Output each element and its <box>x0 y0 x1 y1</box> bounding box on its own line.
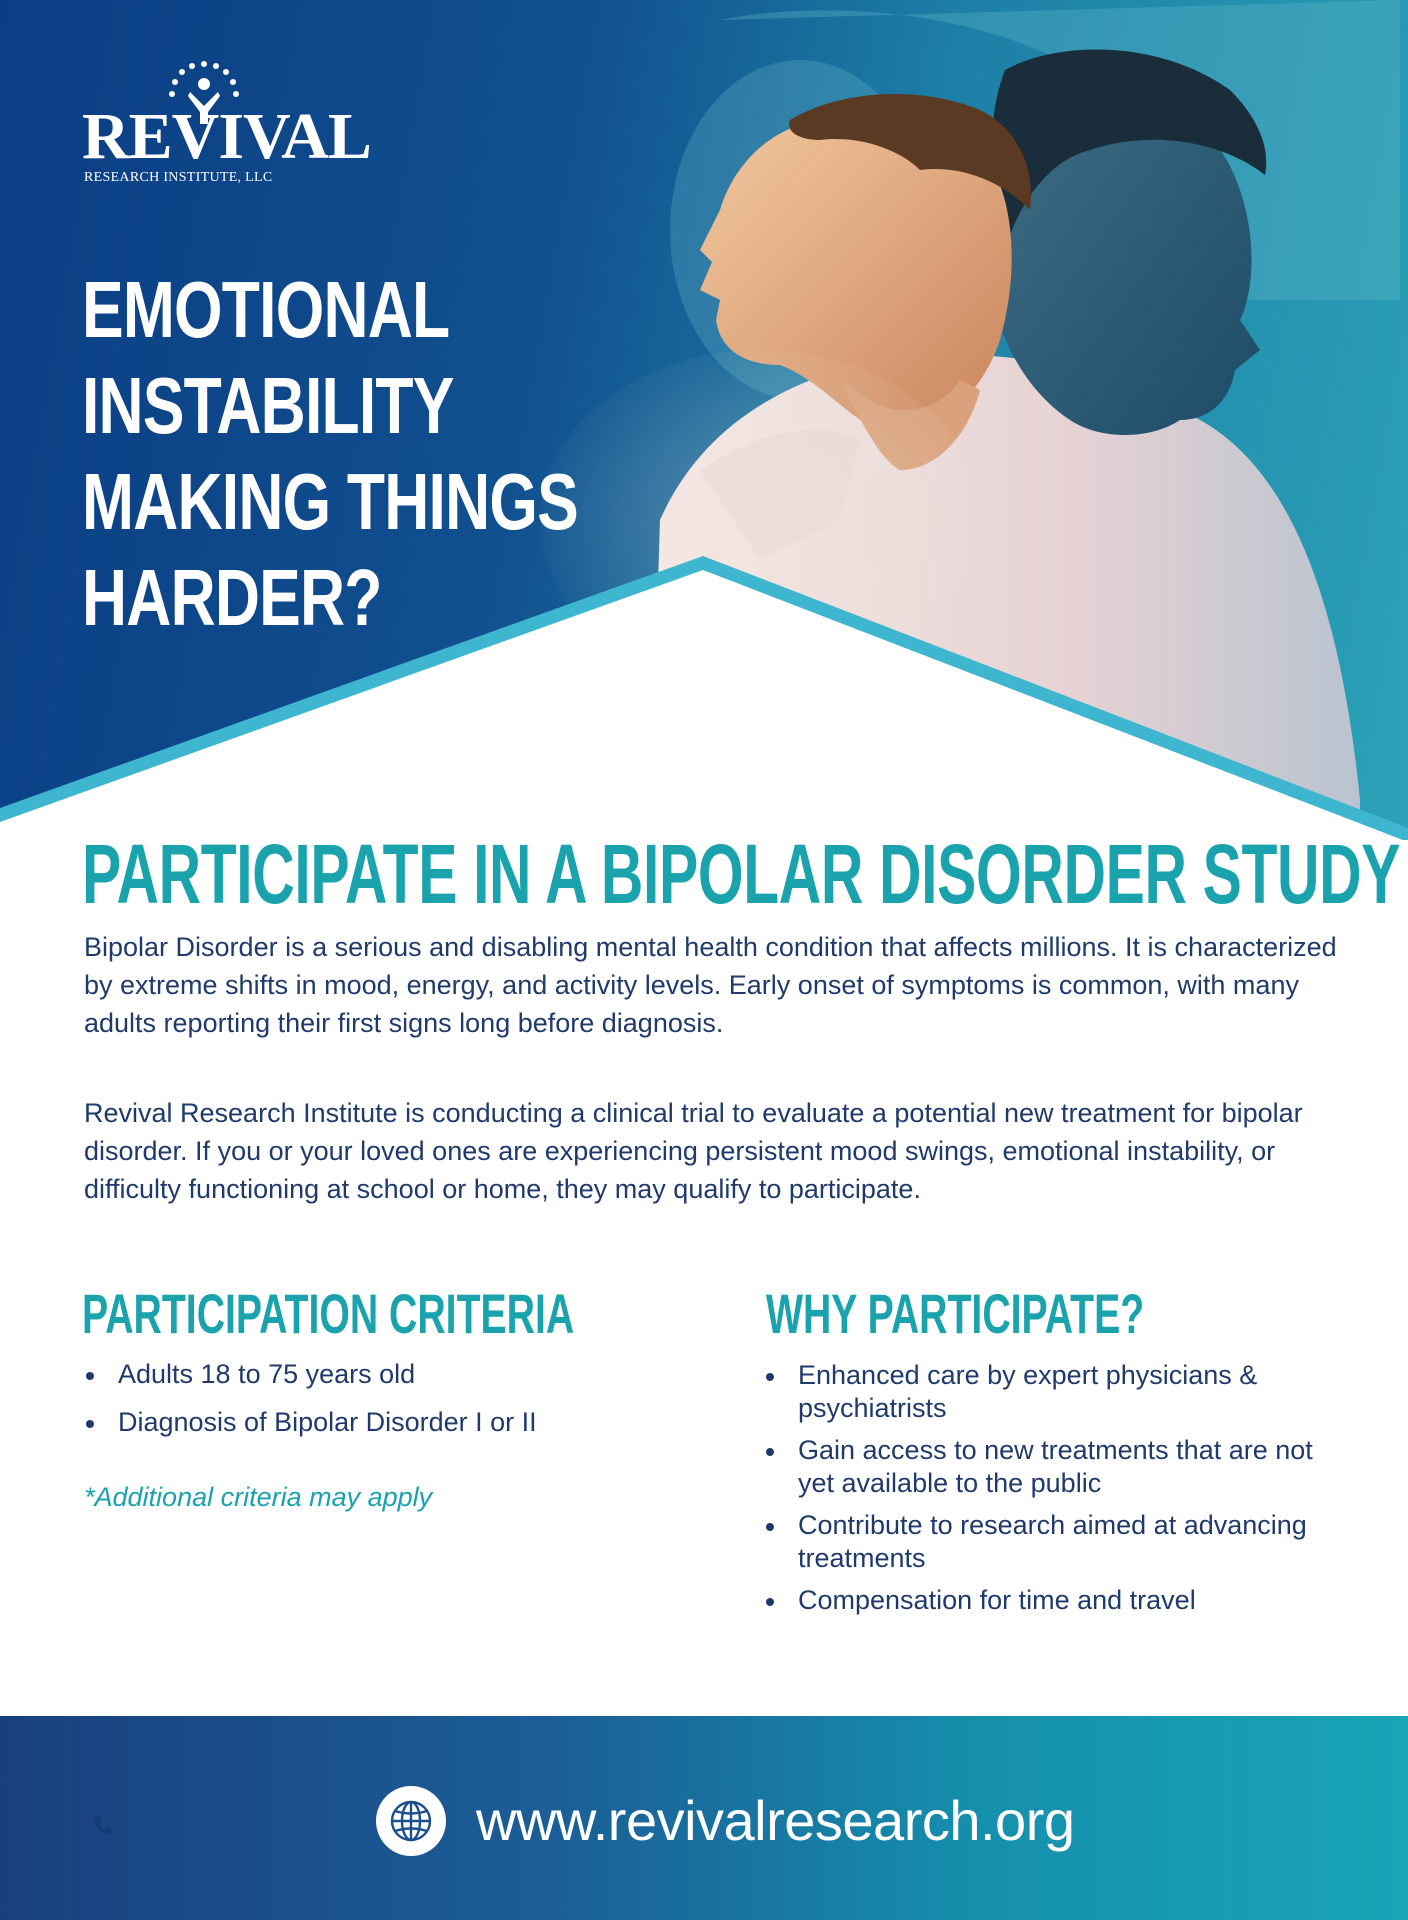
list-item: Compensation for time and travel <box>764 1584 1344 1617</box>
intro-paragraph: Bipolar Disorder is a serious and disabling mental health condition that affects millions. It is characterized by extreme shifts in mood, energy, and activity levels. Early onset of symptoms is common, with many adults reporting their first signs long before diagnosis. <box>84 932 1337 1038</box>
globe-icon <box>376 1786 446 1856</box>
list-item: Adults 18 to 75 years old <box>84 1358 644 1391</box>
study-title: PARTICIPATE IN A BIPOLAR DISORDER STUDY <box>82 827 1401 921</box>
criteria-note: *Additional criteria may apply <box>84 1482 433 1512</box>
headline-line: MAKING THINGS <box>82 457 578 546</box>
headline-line: EMOTIONAL <box>82 265 450 354</box>
criteria-heading: PARTICIPATION CRITERIA <box>82 1282 575 1345</box>
criteria-list <box>84 1358 644 1454</box>
website-link[interactable]: www.revivalresearch.org <box>476 1789 1075 1852</box>
list-item: Diagnosis of Bipolar Disorder I or II <box>84 1406 644 1439</box>
hero-headline <box>82 262 578 646</box>
list-item: Gain access to new treatments that are not yet available to the public <box>764 1434 1344 1500</box>
headline-line: HARDER? <box>82 553 382 642</box>
footer-bar <box>0 1716 1408 1920</box>
headline-line: INSTABILITY <box>82 361 454 450</box>
why-heading: WHY PARTICIPATE? <box>766 1282 1145 1345</box>
hero-banner <box>0 0 1408 840</box>
why-list <box>764 1359 1344 1626</box>
phone-icon <box>92 1814 114 1836</box>
trial-paragraph: Revival Research Institute is conducting a clinical trial to evaluate a potential new treatment for bipolar disorder. If you or your loved ones are experiencing persistent mood swings, emotional instability, or difficulty functioning at school or home, they may qualify to participate. <box>84 1098 1303 1204</box>
logo-wordmark: REVIVAL <box>82 100 371 173</box>
revival-logo <box>82 58 371 188</box>
list-item: Contribute to research aimed at advancing treatments <box>764 1509 1344 1575</box>
logo-subtitle: RESEARCH INSTITUTE, LLC <box>84 170 273 185</box>
list-item: Enhanced care by expert physicians & psychiatrists <box>764 1359 1344 1425</box>
